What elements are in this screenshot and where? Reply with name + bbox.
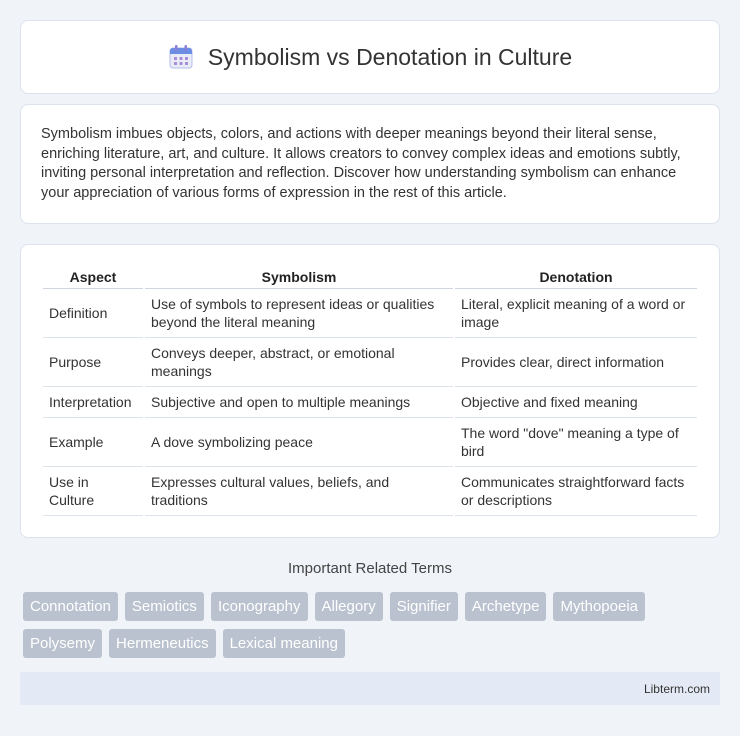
tag-allegory[interactable]: Allegory bbox=[315, 592, 383, 621]
table-row bbox=[43, 338, 697, 387]
row-symbolism: Conveys deeper, abstract, or emotional meanings bbox=[145, 338, 453, 387]
header-symbolism: Symbolism bbox=[145, 265, 453, 289]
table-row bbox=[43, 387, 697, 418]
row-symbolism: A dove symbolizing peace bbox=[145, 418, 453, 467]
intro-text: Symbolism imbues objects, colors, and actions with deeper meanings beyond their literal sense, enriching literature, art, and culture. It allows creators to convey complex ideas and emotions subtly, inviting personal interpretation and reflection. Discover how understanding symbolism can enhance your appreciation of various forms of expression in the rest of this article. bbox=[41, 126, 681, 201]
tag-hermeneutics[interactable]: Hermeneutics bbox=[109, 629, 216, 658]
footer-site-link[interactable]: Libterm.com bbox=[643, 681, 710, 696]
tag-connotation[interactable]: Connotation bbox=[23, 592, 118, 621]
footer bbox=[20, 672, 720, 705]
row-aspect: Purpose bbox=[43, 338, 143, 387]
row-denotation: The word "dove" meaning a type of bird bbox=[455, 418, 697, 467]
tag-semiotics[interactable]: Semiotics bbox=[125, 592, 204, 621]
comparison-table bbox=[41, 265, 699, 516]
table-row bbox=[43, 467, 697, 516]
tag-archetype[interactable]: Archetype bbox=[465, 592, 547, 621]
intro-card bbox=[20, 104, 720, 224]
tag-signifier[interactable]: Signifier bbox=[390, 592, 458, 621]
row-denotation: Provides clear, direct information bbox=[455, 338, 697, 387]
table-row bbox=[43, 289, 697, 338]
row-symbolism: Use of symbols to represent ideas or qualities beyond the literal meaning bbox=[145, 289, 453, 338]
row-denotation: Communicates straightforward facts or descriptions bbox=[455, 467, 697, 516]
row-denotation: Objective and fixed meaning bbox=[455, 387, 697, 418]
page-title: Symbolism vs Denotation in Culture bbox=[207, 43, 573, 70]
calendar-icon bbox=[168, 44, 194, 70]
tag-iconography[interactable]: Iconography bbox=[211, 592, 308, 621]
header-aspect: Aspect bbox=[43, 265, 143, 289]
row-aspect: Interpretation bbox=[43, 387, 143, 418]
row-denotation: Literal, explicit meaning of a word or image bbox=[455, 289, 697, 338]
tag-mythopoeia[interactable]: Mythopoeia bbox=[553, 592, 645, 621]
related-terms-title: Important Related Terms bbox=[288, 560, 452, 577]
tag-lexical-meaning[interactable]: Lexical meaning bbox=[223, 629, 345, 658]
table-row bbox=[43, 418, 697, 467]
row-aspect: Example bbox=[43, 418, 143, 467]
row-symbolism: Expresses cultural values, beliefs, and traditions bbox=[145, 467, 453, 516]
row-aspect: Use in Culture bbox=[43, 467, 143, 516]
row-aspect: Definition bbox=[43, 289, 143, 338]
row-symbolism: Subjective and open to multiple meanings bbox=[145, 387, 453, 418]
header-denotation: Denotation bbox=[455, 265, 697, 289]
comparison-table-card bbox=[20, 244, 720, 538]
table-header-row bbox=[43, 265, 697, 289]
tag-polysemy[interactable]: Polysemy bbox=[23, 629, 102, 658]
header-card bbox=[20, 20, 720, 94]
related-terms-tags bbox=[23, 592, 723, 658]
